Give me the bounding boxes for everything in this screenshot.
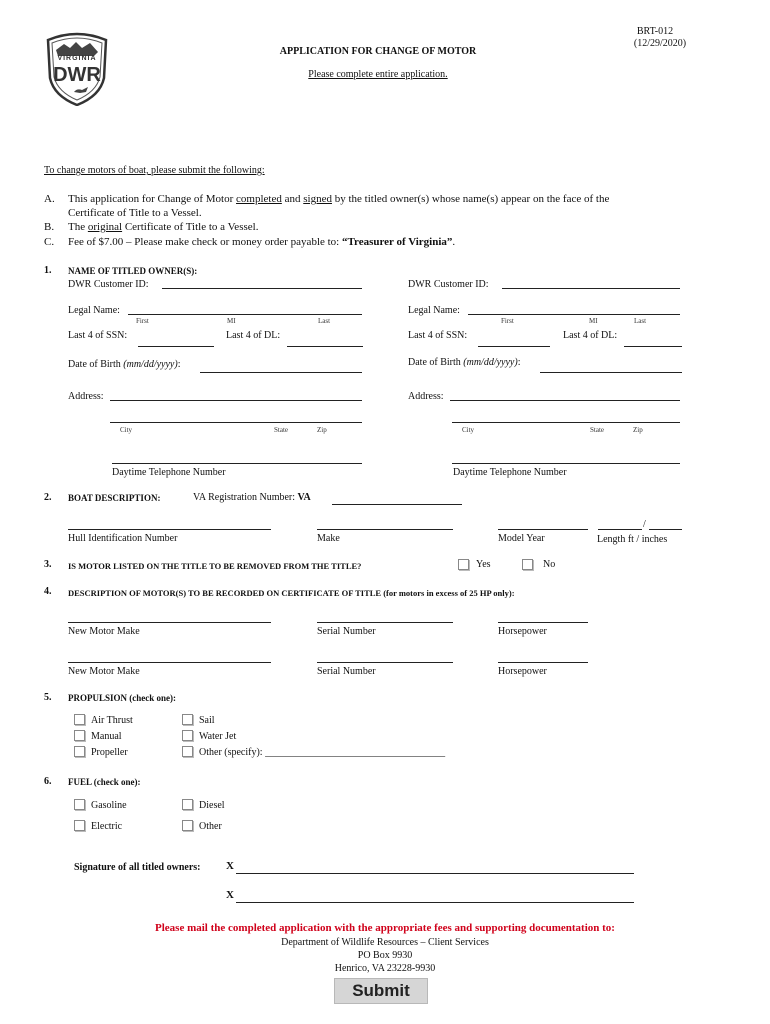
motor-removed-yes-label: Yes bbox=[476, 559, 491, 570]
signature-x-1: X bbox=[226, 860, 234, 872]
fuel-electric-label: Electric bbox=[91, 821, 123, 832]
owner1-ssn-label: Last 4 of SSN: bbox=[68, 330, 128, 341]
owner2-ssn-label: Last 4 of SSN: bbox=[408, 330, 468, 341]
intro-item-a-letter: A. bbox=[44, 193, 55, 205]
owner2-customer-id-field[interactable] bbox=[502, 288, 680, 289]
propulsion-propeller-label: Propeller bbox=[91, 747, 128, 758]
motor1-make-field[interactable] bbox=[68, 622, 271, 623]
section-4-number: 4. bbox=[44, 586, 52, 597]
form-date: (12/29/2020) bbox=[633, 38, 687, 49]
fuel-electric-checkbox[interactable] bbox=[74, 820, 85, 831]
motor2-hp-field[interactable] bbox=[498, 662, 588, 663]
owner2-legal-name-field[interactable] bbox=[468, 314, 680, 315]
motor2-make-label: New Motor Make bbox=[68, 666, 140, 677]
owner2-dob-label bbox=[408, 357, 520, 368]
length-in-field[interactable] bbox=[649, 529, 682, 530]
intro-item-c-letter: C. bbox=[44, 236, 55, 248]
hull-id-field[interactable] bbox=[68, 529, 271, 530]
signature-field-2[interactable] bbox=[236, 902, 634, 903]
owner2-phone-field[interactable] bbox=[452, 463, 680, 464]
make-label: Make bbox=[317, 533, 340, 544]
fuel-diesel-label: Diesel bbox=[199, 800, 225, 811]
intro-item-b bbox=[44, 221, 258, 233]
owner1-phone-label: Daytime Telephone Number bbox=[112, 467, 226, 478]
fuel-other-label: Other bbox=[199, 821, 222, 832]
signature-x-2: X bbox=[226, 889, 234, 901]
owner2-dob-format: (mm/dd/yyyy) bbox=[463, 357, 518, 368]
mailing-address-line-3: Henrico, VA 23228-9930 bbox=[334, 963, 436, 974]
length-label: Length ft / inches bbox=[597, 534, 668, 545]
model-year-label: Model Year bbox=[498, 533, 545, 544]
intro-item-c-post: . bbox=[452, 236, 456, 248]
intro-item-a-signed: signed bbox=[303, 193, 332, 205]
motor1-hp-label: Horsepower bbox=[498, 626, 547, 637]
section-2-number: 2. bbox=[44, 492, 52, 503]
propulsion-other-label[interactable]: Other (specify): ____________________________________ bbox=[199, 747, 446, 758]
propulsion-manual-checkbox[interactable] bbox=[74, 730, 85, 741]
va-registration-prefix: VA bbox=[297, 492, 311, 503]
mailing-address-line-1: Department of Wildlife Resources – Client Services bbox=[281, 937, 489, 948]
intro-item-a-text: This application for Change of Motor bbox=[68, 193, 237, 205]
intro-item-b-post: Certificate of Title to a Vessel. bbox=[122, 221, 259, 233]
motor-removed-no-label: No bbox=[543, 559, 556, 570]
owner1-zip-caption: Zip bbox=[317, 426, 327, 434]
owner2-address-label: Address: bbox=[408, 391, 444, 402]
fuel-other-checkbox[interactable] bbox=[182, 820, 193, 831]
owner1-first-caption: First bbox=[136, 317, 149, 325]
signature-label: Signature of all titled owners: bbox=[74, 862, 201, 873]
owner1-city-caption: City bbox=[120, 426, 133, 434]
fuel-diesel-checkbox[interactable] bbox=[182, 799, 193, 810]
owner1-customer-id-label: DWR Customer ID: bbox=[68, 279, 149, 290]
section-6-heading: FUEL (check one): bbox=[68, 777, 141, 787]
section-5-number: 5. bbox=[44, 692, 52, 703]
propulsion-sail-checkbox[interactable] bbox=[182, 714, 193, 725]
owner2-city-caption: City bbox=[462, 426, 475, 434]
intro-item-a bbox=[44, 193, 704, 205]
section-4-heading: DESCRIPTION OF MOTOR(S) TO BE RECORDED ON CERTIFICATE OF TITLE (for motors in excess of 25 HP only): bbox=[68, 588, 515, 598]
page-subtitle: Please complete entire application. bbox=[308, 69, 448, 80]
intro-item-b-original: original bbox=[87, 221, 123, 233]
motor1-serial-label: Serial Number bbox=[317, 626, 376, 637]
logo-text-dwr: DWR bbox=[53, 64, 101, 86]
owner1-city-state-zip-field[interactable] bbox=[110, 422, 362, 423]
owner1-dl-label: Last 4 of DL: bbox=[226, 330, 281, 341]
intro-item-c-payee: “Treasurer of Virginia” bbox=[342, 236, 453, 248]
propulsion-air-thrust-checkbox[interactable] bbox=[74, 714, 85, 725]
section-5-heading: PROPULSION (check one): bbox=[68, 693, 176, 703]
owner1-legal-name-label: Legal Name: bbox=[68, 305, 120, 316]
motor1-serial-field[interactable] bbox=[317, 622, 453, 623]
owner2-state-caption: State bbox=[590, 426, 604, 434]
mailing-address-line-2: PO Box 9930 bbox=[357, 950, 413, 961]
motor2-serial-label: Serial Number bbox=[317, 666, 376, 677]
intro-item-a-completed: completed bbox=[236, 193, 282, 205]
intro-item-a-and: and bbox=[281, 193, 304, 205]
dwr-logo bbox=[44, 30, 110, 106]
va-registration-field[interactable] bbox=[332, 504, 462, 505]
owner2-customer-id-label: DWR Customer ID: bbox=[408, 279, 489, 290]
length-ft-field[interactable] bbox=[598, 529, 642, 530]
owner1-state-caption: State bbox=[274, 426, 288, 434]
owner2-dob-field[interactable] bbox=[540, 372, 682, 373]
section-3-question: IS MOTOR LISTED ON THE TITLE TO BE REMOVED FROM THE TITLE? bbox=[68, 561, 362, 571]
owner1-ssn-field[interactable] bbox=[138, 346, 214, 347]
owner2-address-field[interactable] bbox=[450, 400, 680, 401]
intro-item-b-text: The bbox=[68, 221, 88, 233]
section-2-heading: BOAT DESCRIPTION: bbox=[68, 493, 161, 503]
propulsion-air-thrust-label: Air Thrust bbox=[91, 715, 133, 726]
intro-heading: To change motors of boat, please submit the following: bbox=[44, 165, 265, 176]
form-code: BRT-012 bbox=[636, 26, 674, 37]
propulsion-other-checkbox[interactable] bbox=[182, 746, 193, 757]
make-field[interactable] bbox=[317, 529, 453, 530]
owner1-dob-format: (mm/dd/yyyy) bbox=[123, 359, 178, 370]
model-year-field[interactable] bbox=[498, 529, 588, 530]
intro-item-c bbox=[44, 236, 455, 248]
owner2-city-state-zip-field[interactable] bbox=[452, 422, 680, 423]
owner2-dob-colon: : bbox=[517, 357, 521, 368]
propulsion-sail-label: Sail bbox=[199, 715, 215, 726]
owner2-dob-text: Date of Birth bbox=[408, 357, 464, 368]
intro-item-a-post: by the titled owner(s) whose name(s) appear on the face of the bbox=[331, 193, 610, 205]
page-title: APPLICATION FOR CHANGE OF MOTOR bbox=[279, 46, 477, 57]
logo-text-virginia: VIRGINIA bbox=[57, 55, 97, 62]
propulsion-propeller-checkbox[interactable] bbox=[74, 746, 85, 757]
section-6-number: 6. bbox=[44, 776, 52, 787]
owner2-legal-name-label: Legal Name: bbox=[408, 305, 460, 316]
intro-item-c-text: Fee of $7.00 – Please make check or money order payable to: bbox=[68, 236, 342, 248]
owner1-dob-field[interactable] bbox=[200, 372, 362, 373]
owner2-dl-label: Last 4 of DL: bbox=[563, 330, 618, 341]
intro-item-b-letter: B. bbox=[44, 221, 55, 233]
owner1-mi-caption: MI bbox=[227, 317, 236, 325]
owner2-zip-caption: Zip bbox=[633, 426, 643, 434]
owner2-phone-label: Daytime Telephone Number bbox=[453, 467, 567, 478]
motor1-make-label: New Motor Make bbox=[68, 626, 140, 637]
owner1-dob-text: Date of Birth bbox=[68, 359, 124, 370]
owner1-dl-field[interactable] bbox=[287, 346, 363, 347]
fuel-gasoline-checkbox[interactable] bbox=[74, 799, 85, 810]
intro-item-a-line2: Certificate of Title to a Vessel. bbox=[68, 207, 202, 219]
propulsion-manual-label: Manual bbox=[91, 731, 122, 742]
signature-field-1[interactable] bbox=[236, 873, 634, 874]
owner1-customer-id-field[interactable] bbox=[162, 288, 362, 289]
section-1-number: 1. bbox=[44, 265, 52, 276]
motor1-hp-field[interactable] bbox=[498, 622, 588, 623]
fuel-gasoline-label: Gasoline bbox=[91, 800, 127, 811]
length-slash: / bbox=[643, 519, 646, 530]
owner2-first-caption: First bbox=[501, 317, 514, 325]
owner1-last-caption: Last bbox=[318, 317, 331, 325]
owner2-dl-field[interactable] bbox=[624, 346, 682, 347]
propulsion-water-jet-label: Water Jet bbox=[199, 731, 237, 742]
owner2-mi-caption: MI bbox=[589, 317, 598, 325]
motor-removed-no-checkbox[interactable] bbox=[522, 559, 533, 570]
owner1-phone-field[interactable] bbox=[112, 463, 362, 464]
owner1-legal-name-field[interactable] bbox=[128, 314, 362, 315]
owner1-dob-label bbox=[68, 359, 180, 370]
submit-button[interactable]: Submit bbox=[334, 978, 428, 1004]
section-3-number: 3. bbox=[44, 559, 52, 570]
hull-id-label: Hull Identification Number bbox=[68, 533, 178, 544]
section-1-heading: NAME OF TITLED OWNER(S): bbox=[68, 266, 198, 276]
va-registration-label bbox=[193, 492, 311, 503]
va-registration-text: VA Registration Number: bbox=[193, 492, 298, 503]
motor2-serial-field[interactable] bbox=[317, 662, 453, 663]
propulsion-water-jet-checkbox[interactable] bbox=[182, 730, 193, 741]
owner2-ssn-field[interactable] bbox=[478, 346, 550, 347]
owner1-dob-colon: : bbox=[177, 359, 181, 370]
owner1-address-field[interactable] bbox=[110, 400, 362, 401]
motor2-hp-label: Horsepower bbox=[498, 666, 547, 677]
motor-removed-yes-checkbox[interactable] bbox=[458, 559, 469, 570]
motor2-make-field[interactable] bbox=[68, 662, 271, 663]
owner1-address-label: Address: bbox=[68, 391, 104, 402]
mailing-notice: Please mail the completed application with the appropriate fees and supporting documentation to: bbox=[155, 922, 615, 934]
owner2-last-caption: Last bbox=[634, 317, 647, 325]
